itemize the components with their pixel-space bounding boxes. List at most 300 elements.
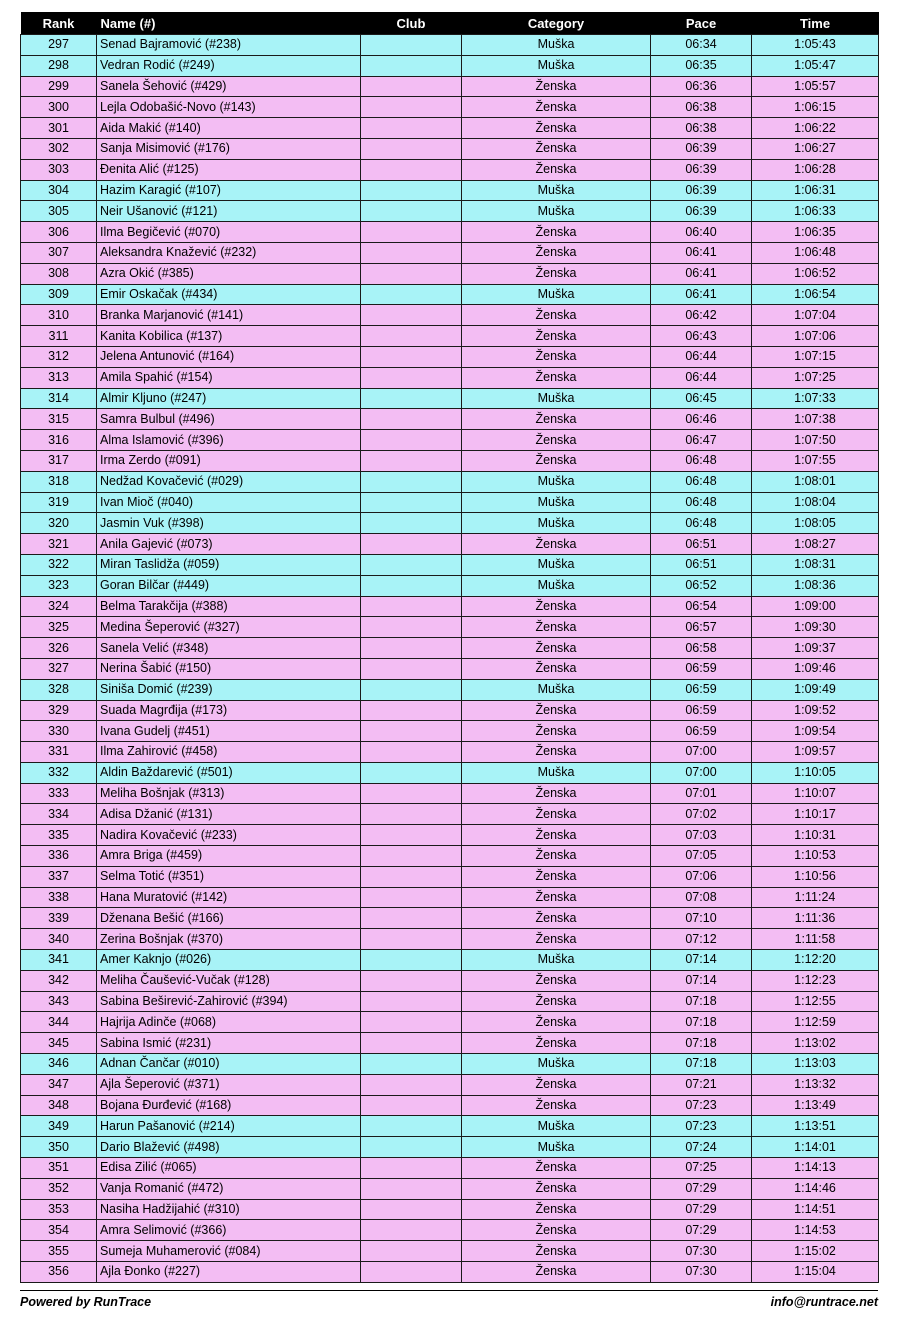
club-cell [361, 1012, 462, 1033]
time-header: Time [752, 12, 879, 35]
time-cell: 1:10:31 [752, 825, 879, 846]
time-cell: 1:13:02 [752, 1033, 879, 1054]
time-cell: 1:09:30 [752, 617, 879, 638]
time-cell: 1:11:36 [752, 908, 879, 929]
name-cell: Sanela Velić (#348) [97, 638, 361, 659]
table-row [21, 180, 879, 201]
club-cell [361, 159, 462, 180]
club-header: Club [361, 12, 462, 35]
club-cell [361, 263, 462, 284]
club-cell [361, 492, 462, 513]
pace-cell: 06:34 [651, 35, 752, 56]
name-cell: Hazim Karagić (#107) [97, 180, 361, 201]
category-cell: Muška [462, 762, 651, 783]
time-cell: 1:13:51 [752, 1116, 879, 1137]
rank-cell: 299 [21, 76, 97, 97]
pace-cell: 07:08 [651, 887, 752, 908]
table-row [21, 596, 879, 617]
pace-header: Pace [651, 12, 752, 35]
time-cell: 1:10:07 [752, 783, 879, 804]
table-row [21, 1158, 879, 1179]
category-cell: Ženska [462, 97, 651, 118]
time-cell: 1:08:27 [752, 534, 879, 555]
club-cell [361, 1241, 462, 1262]
rank-cell: 311 [21, 326, 97, 347]
rank-cell: 326 [21, 638, 97, 659]
table-row [21, 1095, 879, 1116]
time-cell: 1:05:43 [752, 35, 879, 56]
rank-cell: 321 [21, 534, 97, 555]
time-cell: 1:09:46 [752, 658, 879, 679]
category-cell: Ženska [462, 970, 651, 991]
category-cell: Ženska [462, 866, 651, 887]
pace-cell: 06:47 [651, 430, 752, 451]
table-row [21, 575, 879, 596]
time-cell: 1:06:48 [752, 242, 879, 263]
club-cell [361, 118, 462, 139]
time-cell: 1:06:35 [752, 222, 879, 243]
category-cell: Ženska [462, 1074, 651, 1095]
table-row [21, 430, 879, 451]
time-cell: 1:13:32 [752, 1074, 879, 1095]
rank-cell: 344 [21, 1012, 97, 1033]
time-cell: 1:12:59 [752, 1012, 879, 1033]
category-cell: Ženska [462, 367, 651, 388]
table-row [21, 222, 879, 243]
time-cell: 1:11:24 [752, 887, 879, 908]
category-cell: Ženska [462, 742, 651, 763]
name-cell: Anila Gajević (#073) [97, 534, 361, 555]
name-cell: Almir Kljuno (#247) [97, 388, 361, 409]
pace-cell: 06:40 [651, 222, 752, 243]
name-cell: Meliha Čaušević-Vučak (#128) [97, 970, 361, 991]
table-row [21, 950, 879, 971]
name-cell: Aida Makić (#140) [97, 118, 361, 139]
pace-cell: 06:48 [651, 513, 752, 534]
rank-cell: 319 [21, 492, 97, 513]
table-row [21, 388, 879, 409]
club-cell [361, 679, 462, 700]
name-cell: Bojana Đurđević (#168) [97, 1095, 361, 1116]
table-row [21, 450, 879, 471]
category-cell: Muška [462, 1137, 651, 1158]
rank-cell: 317 [21, 450, 97, 471]
pace-cell: 06:41 [651, 263, 752, 284]
pace-cell: 06:39 [651, 138, 752, 159]
name-cell: Nasiha Hadžijahić (#310) [97, 1199, 361, 1220]
time-cell: 1:06:54 [752, 284, 879, 305]
club-cell [361, 201, 462, 222]
pace-cell: 07:06 [651, 866, 752, 887]
name-cell: Suada Magrđija (#173) [97, 700, 361, 721]
name-cell: Zerina Bošnjak (#370) [97, 929, 361, 950]
table-row [21, 679, 879, 700]
pace-cell: 06:39 [651, 201, 752, 222]
club-cell [361, 742, 462, 763]
club-cell [361, 638, 462, 659]
table-row [21, 929, 879, 950]
time-cell: 1:10:53 [752, 846, 879, 867]
name-cell: Alma Islamović (#396) [97, 430, 361, 451]
name-cell: Sanja Misimović (#176) [97, 138, 361, 159]
rank-cell: 350 [21, 1137, 97, 1158]
table-row [21, 700, 879, 721]
rank-cell: 345 [21, 1033, 97, 1054]
footer-contact-email[interactable]: info@runtrace.net [770, 1295, 878, 1309]
category-cell: Muška [462, 55, 651, 76]
category-header: Category [462, 12, 651, 35]
name-cell: Lejla Odobašić-Novo (#143) [97, 97, 361, 118]
name-cell: Irma Zerdo (#091) [97, 450, 361, 471]
table-row [21, 118, 879, 139]
category-cell: Ženska [462, 721, 651, 742]
time-cell: 1:14:01 [752, 1137, 879, 1158]
club-cell [361, 471, 462, 492]
time-cell: 1:08:05 [752, 513, 879, 534]
name-cell: Vedran Rodić (#249) [97, 55, 361, 76]
category-cell: Ženska [462, 305, 651, 326]
pace-cell: 07:18 [651, 1033, 752, 1054]
category-cell: Ženska [462, 1262, 651, 1283]
time-cell: 1:14:53 [752, 1220, 879, 1241]
pace-cell: 06:44 [651, 367, 752, 388]
category-cell: Ženska [462, 430, 651, 451]
club-cell [361, 534, 462, 555]
club-cell [361, 388, 462, 409]
category-cell: Ženska [462, 991, 651, 1012]
club-cell [361, 1095, 462, 1116]
club-cell [361, 658, 462, 679]
name-cell: Adisa Džanić (#131) [97, 804, 361, 825]
rank-cell: 336 [21, 846, 97, 867]
pace-cell: 06:48 [651, 492, 752, 513]
club-cell [361, 929, 462, 950]
club-cell [361, 1220, 462, 1241]
name-cell: Amra Selimović (#366) [97, 1220, 361, 1241]
category-cell: Ženska [462, 159, 651, 180]
time-cell: 1:14:46 [752, 1178, 879, 1199]
category-cell: Ženska [462, 929, 651, 950]
category-cell: Muška [462, 513, 651, 534]
table-row [21, 367, 879, 388]
club-cell [361, 1054, 462, 1075]
category-cell: Ženska [462, 1012, 651, 1033]
rank-cell: 343 [21, 991, 97, 1012]
pace-cell: 06:45 [651, 388, 752, 409]
table-row [21, 284, 879, 305]
category-cell: Muška [462, 679, 651, 700]
name-cell: Samra Bulbul (#496) [97, 409, 361, 430]
table-row [21, 1241, 879, 1262]
pace-cell: 06:59 [651, 700, 752, 721]
rank-cell: 339 [21, 908, 97, 929]
category-cell: Muška [462, 388, 651, 409]
rank-cell: 310 [21, 305, 97, 326]
pace-cell: 06:51 [651, 534, 752, 555]
pace-cell: 07:02 [651, 804, 752, 825]
time-cell: 1:12:23 [752, 970, 879, 991]
category-cell: Ženska [462, 1199, 651, 1220]
footer-powered-by: Powered by RunTrace [20, 1295, 152, 1309]
club-cell [361, 762, 462, 783]
time-cell: 1:08:04 [752, 492, 879, 513]
category-cell: Ženska [462, 658, 651, 679]
rank-cell: 332 [21, 762, 97, 783]
name-cell: Adnan Čančar (#010) [97, 1054, 361, 1075]
name-cell: Đenita Alić (#125) [97, 159, 361, 180]
table-row [21, 721, 879, 742]
table-row [21, 783, 879, 804]
category-cell: Muška [462, 1116, 651, 1137]
pace-cell: 07:03 [651, 825, 752, 846]
name-cell: Selma Totić (#351) [97, 866, 361, 887]
table-row [21, 1178, 879, 1199]
table-row [21, 804, 879, 825]
name-cell: Sabina Ismić (#231) [97, 1033, 361, 1054]
time-cell: 1:13:49 [752, 1095, 879, 1116]
pace-cell: 07:23 [651, 1116, 752, 1137]
category-cell: Muška [462, 201, 651, 222]
table-row [21, 825, 879, 846]
table-row [21, 492, 879, 513]
time-cell: 1:14:51 [752, 1199, 879, 1220]
category-cell: Ženska [462, 1158, 651, 1179]
pace-cell: 07:18 [651, 1012, 752, 1033]
rank-cell: 353 [21, 1199, 97, 1220]
name-cell: Nerina Šabić (#150) [97, 658, 361, 679]
category-cell: Ženska [462, 346, 651, 367]
pace-cell: 07:18 [651, 1054, 752, 1075]
category-cell: Ženska [462, 638, 651, 659]
club-cell [361, 326, 462, 347]
rank-cell: 318 [21, 471, 97, 492]
club-cell [361, 991, 462, 1012]
rank-cell: 298 [21, 55, 97, 76]
rank-cell: 307 [21, 242, 97, 263]
time-cell: 1:12:55 [752, 991, 879, 1012]
time-cell: 1:14:13 [752, 1158, 879, 1179]
club-cell [361, 970, 462, 991]
rank-cell: 342 [21, 970, 97, 991]
category-cell: Ženska [462, 908, 651, 929]
rank-cell: 320 [21, 513, 97, 534]
name-cell: Vanja Romanić (#472) [97, 1178, 361, 1199]
category-cell: Ženska [462, 804, 651, 825]
table-row [21, 201, 879, 222]
club-cell [361, 1262, 462, 1283]
category-cell: Ženska [462, 887, 651, 908]
pace-cell: 07:05 [651, 846, 752, 867]
table-row [21, 97, 879, 118]
time-cell: 1:08:31 [752, 554, 879, 575]
category-cell: Muška [462, 180, 651, 201]
pace-cell: 06:51 [651, 554, 752, 575]
club-cell [361, 866, 462, 887]
club-cell [361, 721, 462, 742]
rank-cell: 324 [21, 596, 97, 617]
name-cell: Sanela Šehović (#429) [97, 76, 361, 97]
rank-cell: 349 [21, 1116, 97, 1137]
time-cell: 1:15:04 [752, 1262, 879, 1283]
rank-cell: 330 [21, 721, 97, 742]
club-cell [361, 575, 462, 596]
name-cell: Branka Marjanović (#141) [97, 305, 361, 326]
rank-cell: 355 [21, 1241, 97, 1262]
name-cell: Emir Oskačak (#434) [97, 284, 361, 305]
time-cell: 1:06:31 [752, 180, 879, 201]
time-cell: 1:10:05 [752, 762, 879, 783]
table-row [21, 55, 879, 76]
category-cell: Ženska [462, 534, 651, 555]
pace-cell: 07:30 [651, 1241, 752, 1262]
table-row [21, 1262, 879, 1283]
club-cell [361, 346, 462, 367]
club-cell [361, 180, 462, 201]
name-cell: Sabina Beširević-Zahirović (#394) [97, 991, 361, 1012]
club-cell [361, 305, 462, 326]
pace-cell: 06:54 [651, 596, 752, 617]
time-cell: 1:07:33 [752, 388, 879, 409]
name-cell: Sumeja Muhamerović (#084) [97, 1241, 361, 1262]
club-cell [361, 513, 462, 534]
pace-cell: 06:48 [651, 450, 752, 471]
table-row [21, 1054, 879, 1075]
name-cell: Edisa Zilić (#065) [97, 1158, 361, 1179]
pace-cell: 07:24 [651, 1137, 752, 1158]
time-cell: 1:07:38 [752, 409, 879, 430]
name-cell: Medina Šeperović (#327) [97, 617, 361, 638]
pace-cell: 06:38 [651, 97, 752, 118]
rank-cell: 315 [21, 409, 97, 430]
table-row [21, 1074, 879, 1095]
rank-cell: 352 [21, 1178, 97, 1199]
pace-cell: 06:48 [651, 471, 752, 492]
category-cell: Ženska [462, 783, 651, 804]
rank-cell: 300 [21, 97, 97, 118]
category-cell: Ženska [462, 825, 651, 846]
table-row [21, 970, 879, 991]
club-cell [361, 617, 462, 638]
category-cell: Ženska [462, 846, 651, 867]
category-cell: Ženska [462, 118, 651, 139]
rank-cell: 346 [21, 1054, 97, 1075]
club-cell [361, 97, 462, 118]
name-cell: Ilma Zahirović (#458) [97, 742, 361, 763]
pace-cell: 06:35 [651, 55, 752, 76]
name-cell: Aleksandra Knažević (#232) [97, 242, 361, 263]
club-cell [361, 242, 462, 263]
table-row [21, 159, 879, 180]
rank-cell: 303 [21, 159, 97, 180]
club-cell [361, 700, 462, 721]
table-row [21, 742, 879, 763]
time-cell: 1:06:52 [752, 263, 879, 284]
category-cell: Muška [462, 950, 651, 971]
name-cell: Nedžad Kovačević (#029) [97, 471, 361, 492]
club-cell [361, 1116, 462, 1137]
category-cell: Ženska [462, 76, 651, 97]
club-cell [361, 55, 462, 76]
pace-cell: 06:57 [651, 617, 752, 638]
table-row [21, 1220, 879, 1241]
club-cell [361, 825, 462, 846]
category-cell: Muška [462, 471, 651, 492]
table-row [21, 846, 879, 867]
name-cell: Dario Blažević (#498) [97, 1137, 361, 1158]
club-cell [361, 554, 462, 575]
time-cell: 1:05:47 [752, 55, 879, 76]
table-row [21, 305, 879, 326]
name-cell: Ajla Šeperović (#371) [97, 1074, 361, 1095]
table-row [21, 409, 879, 430]
results-body [21, 35, 879, 1283]
rank-cell: 325 [21, 617, 97, 638]
name-cell: Aldin Baždarević (#501) [97, 762, 361, 783]
club-cell [361, 1033, 462, 1054]
category-cell: Ženska [462, 617, 651, 638]
time-cell: 1:09:52 [752, 700, 879, 721]
pace-cell: 07:21 [651, 1074, 752, 1095]
time-cell: 1:09:00 [752, 596, 879, 617]
name-cell: Ivan Mioč (#040) [97, 492, 361, 513]
pace-cell: 06:38 [651, 118, 752, 139]
club-cell [361, 1074, 462, 1095]
name-cell: Miran Taslidža (#059) [97, 554, 361, 575]
time-cell: 1:09:57 [752, 742, 879, 763]
time-cell: 1:07:50 [752, 430, 879, 451]
pace-cell: 07:00 [651, 742, 752, 763]
time-cell: 1:07:15 [752, 346, 879, 367]
table-row [21, 138, 879, 159]
category-cell: Muška [462, 284, 651, 305]
category-cell: Ženska [462, 1095, 651, 1116]
name-cell: Dženana Bešić (#166) [97, 908, 361, 929]
category-cell: Ženska [462, 1220, 651, 1241]
rank-header: Rank [21, 12, 97, 35]
name-cell: Azra Okić (#385) [97, 263, 361, 284]
time-cell: 1:12:20 [752, 950, 879, 971]
name-cell: Amila Spahić (#154) [97, 367, 361, 388]
rank-cell: 323 [21, 575, 97, 596]
club-cell [361, 1137, 462, 1158]
club-cell [361, 1158, 462, 1179]
time-cell: 1:15:02 [752, 1241, 879, 1262]
table-row [21, 991, 879, 1012]
table-row [21, 1012, 879, 1033]
category-cell: Ženska [462, 1178, 651, 1199]
pace-cell: 07:29 [651, 1199, 752, 1220]
pace-cell: 06:43 [651, 326, 752, 347]
category-cell: Ženska [462, 263, 651, 284]
table-row [21, 866, 879, 887]
rank-cell: 304 [21, 180, 97, 201]
time-cell: 1:06:33 [752, 201, 879, 222]
rank-cell: 314 [21, 388, 97, 409]
pace-cell: 06:36 [651, 76, 752, 97]
club-cell [361, 35, 462, 56]
rank-cell: 340 [21, 929, 97, 950]
rank-cell: 312 [21, 346, 97, 367]
table-row [21, 908, 879, 929]
rank-cell: 356 [21, 1262, 97, 1283]
club-cell [361, 846, 462, 867]
pace-cell: 06:44 [651, 346, 752, 367]
name-cell: Belma Tarakčija (#388) [97, 596, 361, 617]
time-cell: 1:05:57 [752, 76, 879, 97]
time-cell: 1:06:22 [752, 118, 879, 139]
category-cell: Muška [462, 554, 651, 575]
table-row [21, 76, 879, 97]
